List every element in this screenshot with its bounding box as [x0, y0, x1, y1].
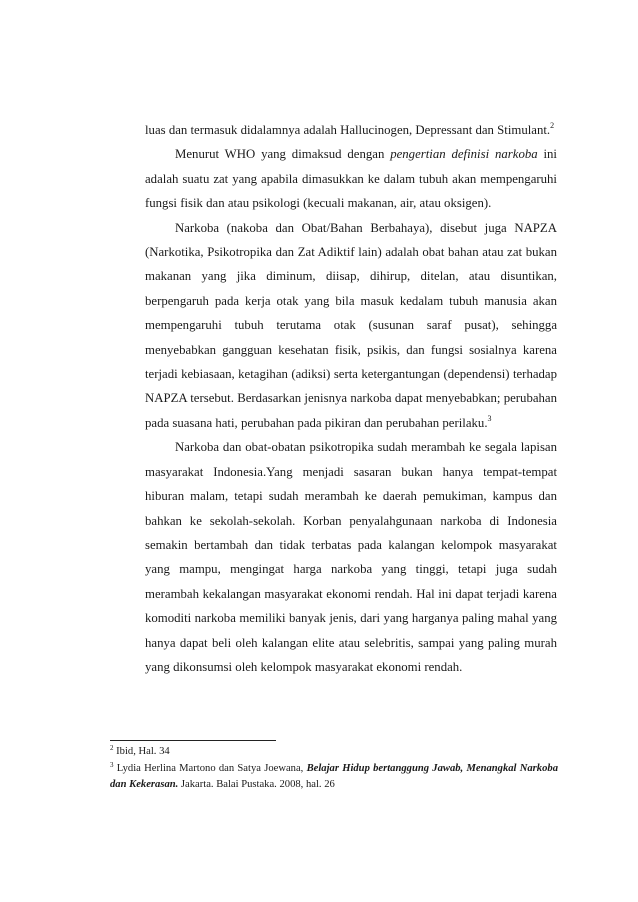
italic-term: pengertian definisi narkoba	[390, 147, 538, 162]
footnote-book-title: Belajar Hidup bertanggung Jawab, Menangkal Narkoba dan Kekerasan.	[110, 762, 558, 791]
body-text	[145, 118, 557, 679]
paragraph-text: ini adalah suatu zat yang apabila dimasukkan ke dalam tubuh akan mempengaruhi fungsi fisik dan atau psikologi (kecuali makanan, air, atau oksigen).	[145, 147, 557, 211]
footnote-text: Jakarta. Balai Pustaka. 2008, hal. 26	[178, 779, 335, 791]
paragraph-text: Menurut WHO yang dimaksud dengan	[175, 147, 391, 162]
footnote-number: 2	[110, 744, 114, 752]
footnote-ref-3: 3	[487, 413, 492, 423]
paragraph-who-definition	[145, 142, 557, 215]
paragraph-text: Narkoba (nakoba dan Obat/Bahan Berbahaya), disebut juga NAPZA (Narkotika, Psikotropika dan Zat Adiktif lain) adalah obat bahan atau zat bukan makanan yang jika diminum, diisap, dihirup, ditelan, atau disuntikan, berpengaruh pada kerja otak yang bila masuk kedalam tubuh manusia akan mempengaruhi tubuh terutama otak (susunan saraf pusat), sehingga menyebabkan gangguan kesehatan fisik, psikis, dan fungsi sosialnya karena terjadi kebiasaan, ketagihan (adiksi) serta ketergantungan (dependensi) terhadap NAPZA tersebut. Berdasarkan jenisnya narkoba dapat menyebabkan; perubahan pada suasana hati, perubahan pada pikiran dan perubahan perilaku.	[145, 220, 557, 430]
footnote-ref-2: 2	[550, 121, 555, 130]
paragraph-continued	[145, 118, 557, 142]
footnote-text: Ibid, Hal. 34	[113, 746, 170, 757]
footnote-number: 3	[110, 760, 114, 769]
footnote-3	[110, 761, 558, 794]
footnote-text: Lydia Herlina Martono dan Satya Joewana,	[113, 762, 307, 774]
paragraph-napza	[145, 216, 557, 436]
footnotes	[110, 744, 558, 794]
paragraph-text: Narkoba dan obat-obatan psikotropika sudah merambah ke segala lapisan masyarakat Indonesia.Yang menjadi sasaran bukan hanya tempat-tempat hiburan malam, tetapi sudah merambah ke daerah pemukiman, kampus dan bahkan ke sekolah-sekolah. Korban penyalahgunaan narkoba di Indonesia semakin bertambah dan tidak terbatas pada kalangan kelompok masyarakat yang mampu, mengingat harga narkoba yang tinggi, tetapi juga sudah merambah kekalangan masyarakat ekonomi rendah. Hal ini dapat terjadi karena komoditi narkoba memiliki banyak jenis, dari yang harganya paling mahal yang hanya dapat beli oleh kalangan elite atau selebritis, sampai yang paling murah yang dikonsumsi oleh kelompok masyarakat ekonomi rendah.	[145, 440, 557, 674]
paragraph-text: luas dan termasuk didalamnya adalah Hallucinogen, Depressant dan Stimulant.	[145, 123, 551, 137]
paragraph-psikotropika	[145, 435, 557, 679]
footnote-separator	[110, 740, 276, 741]
footnote-2	[110, 744, 558, 761]
